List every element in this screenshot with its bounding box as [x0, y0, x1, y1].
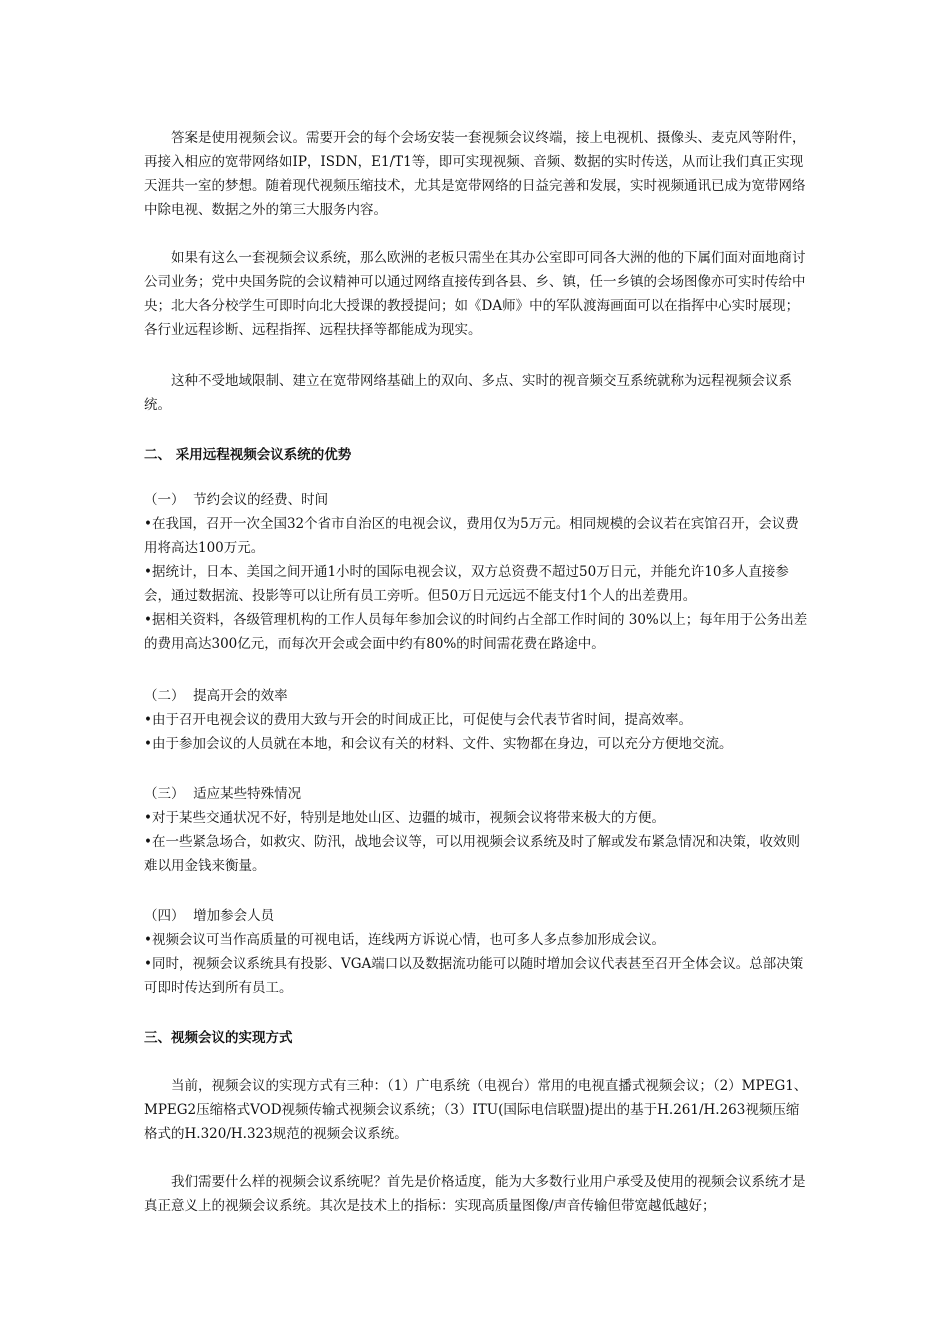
subsection-4-list [144, 928, 812, 1000]
intro-paragraph-2: 如果有这么一套视频会议系统，那么欧洲的老板只需坐在其办公室即可同各大洲的他的下属们面对面地商讨公司业务；党中央国务院的会议精神可以通过网络直接传到各县、乡、镇，任一乡镇的会场图像亦可实时传给中央；北大各分校学生可即时向北大授课的教授提问；如《DA师》中的军队渡海画面可以在指挥中心实时展现；各行业远程诊断、远程指挥、远程扶择等都能成为现实。 [144, 250, 806, 338]
list-item: •由于召开电视会议的费用大致与开会的时间成正比，可促使与会代表节省时间，提高效率。 [144, 712, 692, 728]
subsection-3-title: （三） 适应某些特殊情况 [144, 786, 302, 802]
subsection-1-list [144, 512, 812, 656]
list-item: •视频会议可当作高质量的可视电话，连线两方诉说心情，也可多人多点参加形成会议。 [144, 932, 665, 948]
list-item: •据统计，日本、美国之间开通1小时的国际电视会议，双方总资费不超过50万日元，并能允许10多人直接参会，通过数据流、投影等可以让所有员工旁听。但50万日元远远不能支付1个人的出差费用。 [144, 564, 789, 604]
list-item: •同时，视频会议系统具有投影、VGA端口以及数据流功能可以随时增加会议代表甚至召开全体会议。总部决策可即时传达到所有员工。 [144, 956, 804, 996]
section-3-paragraph-1: 当前，视频会议的实现方式有三种：（1）广电系统（电视台）常用的电视直播式视频会议；（2）MPEG1、MPEG2压缩格式VOD视频传输式视频会议系统；（3）ITU(国际电信联盟)提出的基于H.261/H.263视频压缩格式的H.320/H.323规范的视频会议系统。 [144, 1078, 808, 1142]
subsection-2-title: （二） 提高开会的效率 [144, 688, 288, 704]
list-item: •对于某些交通状况不好，特别是地处山区、边疆的城市，视频会议将带来极大的方便。 [144, 810, 665, 826]
section-2-heading: 二、 采用远程视频会议系统的优势 [144, 447, 352, 463]
list-item: •据相关资料，各级管理机构的工作人员每年参加会议的时间约占全部工作时间的 30%以上；每年用于公务出差的费用高达300亿元，而每次开会或会面中约有80%的时间需花费在路途中。 [144, 612, 808, 652]
list-item: •在一些紧急场合，如救灾、防汛，战地会议等，可以用视频会议系统及时了解或发布紧急情况和决策，收效则难以用金钱来衡量。 [144, 834, 800, 874]
intro-paragraph-1: 答案是使用视频会议。需要开会的每个会场安装一套视频会议终端，接上电视机、摄像头、麦克风等附件，再接入相应的宽带网络如IP，ISDN，E1/T1等，即可实现视频、音频、数据的实时传送，从而让我们真正实现天涯共一室的梦想。随着现代视频压缩技术，尤其是宽带网络的日益完善和发展，实时视频通讯已成为宽带网络中除电视、数据之外的第三大服务内容。 [144, 130, 806, 218]
subsection-3-list [144, 806, 812, 878]
subsection-2-list [144, 708, 812, 756]
list-item: •在我国，召开一次全国32个省市自治区的电视会议，费用仅为5万元。相同规模的会议若在宾馆召开，会议费用将高达100万元。 [144, 516, 799, 556]
subsection-4-title: （四） 增加参会人员 [144, 908, 275, 924]
intro-paragraph-3: 这种不受地域限制、建立在宽带网络基础上的双向、多点、实时的视音频交互系统就称为远程视频会议系统。 [144, 373, 792, 413]
subsection-1-title: （一） 节约会议的经费、时间 [144, 492, 329, 508]
section-3-paragraph-2: 我们需要什么样的视频会议系统呢？首先是价格适度，能为大多数行业用户承受及使用的视频会议系统才是真正意义上的视频会议系统。其次是技术上的指标：实现高质量图像/声音传输但带宽越低越好； [144, 1174, 806, 1214]
section-3-heading: 三、视频会议的实现方式 [144, 1030, 293, 1046]
list-item: •由于参加会议的人员就在本地，和会议有关的材料、文件、实物都在身边，可以充分方便地交流。 [144, 736, 733, 752]
